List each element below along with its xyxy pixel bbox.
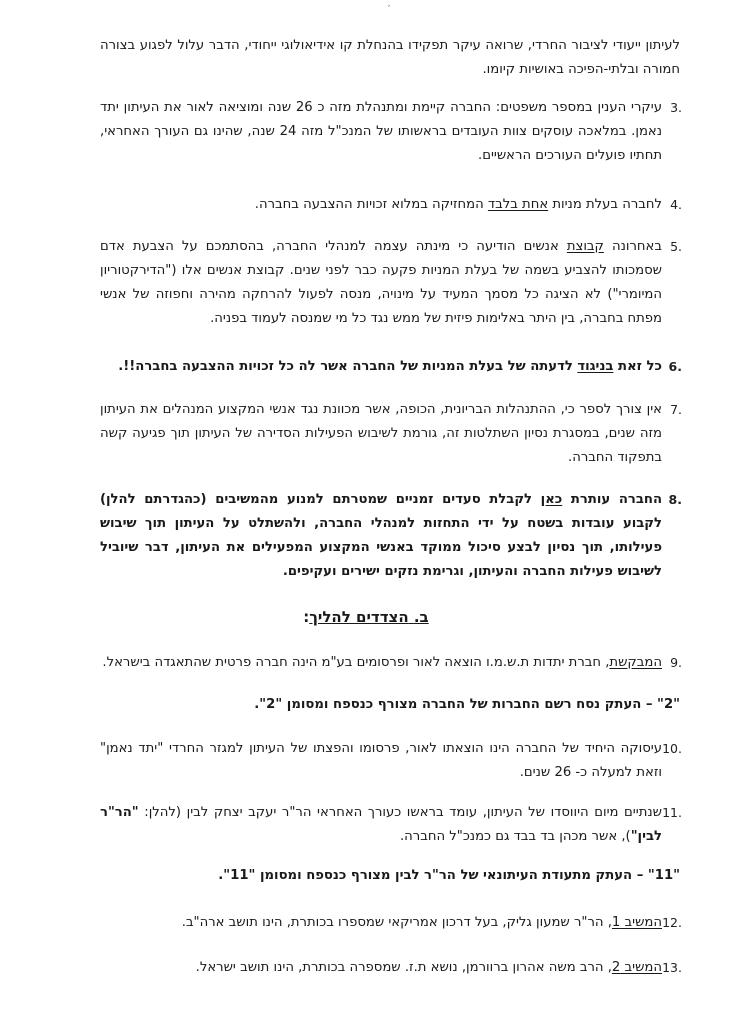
underlined-emphasis: המבקשת: [609, 655, 662, 670]
item-text: אין צורך לספר כי, ההתנהלות הבריונית, הכופה, אשר מכוונת נגד אנשי המקצוע המנהלים את העיתון מזה שנים, במסגרת נסיון השתלטות זה, גורמת לשיבוש הפעילות הסדירה של העיתון תוך פגיעה קשה בתפקוד החברה.: [100, 402, 662, 465]
item-number: 8.: [668, 492, 682, 507]
item-number: 7.: [670, 402, 682, 417]
item-number: 6.: [668, 359, 682, 374]
exhibit-text: "11" – העתק מתעודת העיתונאי של הר"ר לבין מצורף כנספח ומסומן "11".: [218, 868, 680, 883]
item-text: עיסוקה היחיד של החברה הינו הוצאתו לאור, פרסומו והפצתו של העיתון למגזר החרדי "יתד נאמן" וזאת למעלה כ- 26 שנים.: [100, 741, 662, 780]
item-number: 3.: [670, 100, 682, 115]
underlined-emphasis: המשיב 2: [611, 960, 662, 975]
continuation-text: לעיתון ייעודי לציבור החרדי, שרואה עיקר תפקידו בהנחלת קו אידיאולוגי ייחודי, הדבר עלול לפגוע בצורה חמורה ובלתי-הפיכה באושיות קיומו.: [100, 38, 680, 77]
item-text-post: , הר"ר שמעון גליק, בעל דרכון אמריקאי שמספרו בכותרת, הינו תושב ארה"ב.: [181, 915, 612, 930]
item-text-post: לקבלת סעדים זמניים שמטרתם למנוע מהמשיבים (כהגדרתם להלן) לקבוע עובדות בשטח על ידי התחזות למנהלי החברה, ולהשתלט על העיתון תוך שיבוש פעילותו, תוך נסיון לבצע סיכול ממוקד באנשי המקצוע המפעילים את העיתון, דבר שיוביל לשיבוש פעילות החברה והעיתון, וגרימת נזקים ישירים ועקיפים.: [100, 492, 662, 579]
item-text-pre: שנתיים מיום היווסדו של העיתון, עומד בראשו כעורך האחראי הר"ר יעקב יצחק לבין (להלן:: [138, 805, 662, 820]
item-number: 13.: [662, 960, 682, 975]
item-number: 11.: [662, 805, 682, 820]
list-item-5: [100, 235, 682, 331]
item-text-pre: החברה עותרת: [562, 492, 662, 507]
underlined-emphasis: המשיב 1: [611, 915, 662, 930]
section-suffix: :: [303, 608, 310, 626]
item-text-post: לדעתה של בעלת המניות של החברה אשר לה כל זכויות ההצבעה בחברה!!.: [118, 359, 578, 374]
exhibit-text: "2" – העתק נסח רשם החברות של החברה מצורף כנספח ומסומן "2".: [254, 697, 680, 712]
item-text-post: אנשים הודיעה כי מינתה עצמה למנהלי החברה, בהסתמכם על הצבעת אדם שסמכותו להצביע בשמה של בעלת המניות פקעה כבר לפני שנים. קבוצת אנשים אלו ("הדירקטוריון המיומרי") לא הציגה כל מסמך המעיד על מינויה, מנסה לפעול להרחקה מהירה וחפוזה של אנשי מפתח בחברה, בין היתר באלימות פיזית של ממש נגד כל מי שמנסה לעמוד בפניה.: [100, 239, 662, 326]
scan-artifact: ′: [388, 4, 391, 15]
item-text-post: , הרב משה אהרון ברוורמן, נושא ת.ז. שמספרה בכותרת, הינו תושב ישראל.: [195, 960, 612, 975]
continuation-paragraph: [100, 34, 680, 82]
item-text-post: ), אשר מכהן בד בבד גם כמנכ"ל החברה.: [399, 829, 631, 844]
underlined-emphasis: אחת בלבד: [487, 197, 549, 212]
item-text-post: המחזיקה במלוא זכויות ההצבעה בחברה.: [254, 197, 488, 212]
item-text: עיקרי הענין במספר משפטים: החברה קיימת ומתנהלת מזה כ 26 שנה ומוציאה לאור את העיתון יתד נאמן. במלאכה עוסקים צוות העובדים בראשותו של המנכ"ל מזה 24 שנה, שהינו גם העורך האחראי, תחתיו פועלים העורכים הראשיים.: [100, 100, 663, 163]
item-text-pre: לחברה בעלת מניות: [548, 197, 662, 212]
list-item-11: [100, 801, 682, 849]
underlined-emphasis: כאן: [540, 492, 563, 507]
exhibit-note-2: [60, 693, 680, 717]
item-text-pre: באחרונה: [603, 239, 662, 254]
item-number: 12.: [662, 915, 682, 930]
item-number: 10.: [662, 741, 682, 756]
list-item-4: [100, 193, 682, 217]
item-text-pre: כל זאת: [613, 359, 662, 374]
list-item-8: [100, 488, 682, 584]
item-text-post: , חברת יתדות ת.ש.מ.ו הוצאה לאור ופרסומים בע"מ הינה חברה פרטית שהתאגדה בישראל.: [102, 655, 610, 670]
list-item-6: [100, 355, 682, 379]
list-item-7: [100, 398, 682, 470]
item-number: 9.: [670, 655, 682, 670]
list-item-3: [100, 96, 682, 168]
section-title: הצדדים להליך: [309, 608, 409, 626]
item-number: 5.: [670, 239, 682, 254]
underlined-emphasis: קבוצת: [566, 239, 604, 254]
list-item-9: [100, 651, 682, 675]
section-heading: [0, 608, 732, 626]
list-item-12: [100, 911, 682, 935]
item-number: 4.: [670, 197, 682, 212]
defined-term: "הר"ר לבין": [100, 805, 662, 844]
exhibit-note-11: [60, 864, 680, 888]
underlined-emphasis: בניגוד: [577, 359, 614, 374]
list-item-10: [100, 737, 682, 785]
section-letter: ב.: [413, 608, 429, 626]
list-item-13: [100, 956, 682, 980]
